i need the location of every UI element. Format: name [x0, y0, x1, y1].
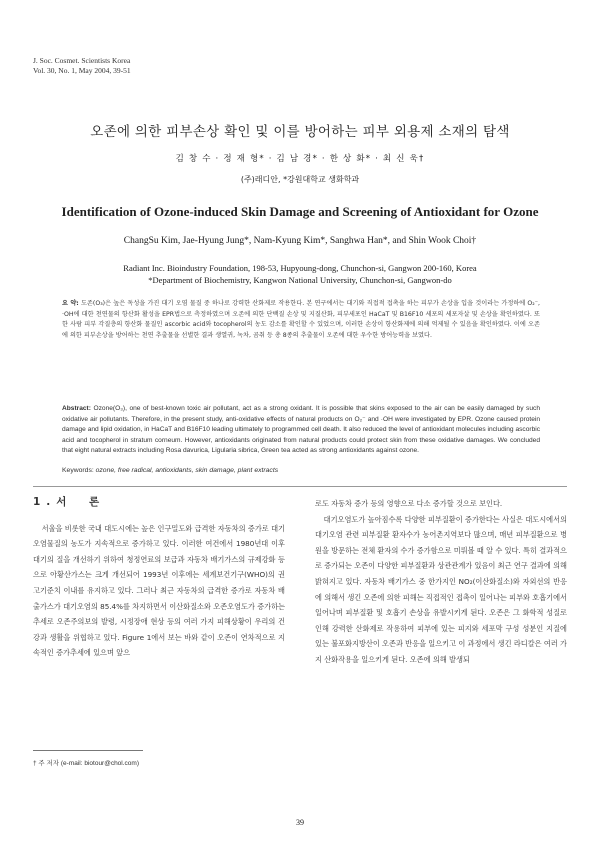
abstract-english-text: Ozone(O₃), one of best-known toxic air pollutant, act as a strong oxidant. It is possible that skins exposed to the air can be easily damaged by such oxidative air pollutants. Therefore, in the present study, anti-oxidative effects of natural products on O₂⁻ and ·OH were investigated by EPR. Ozone caused protein damage and lipid oxidation, in HaCaT and B16F10 leading ultimately to programmed cell death. It also reduced the level of antioxidant molecules including ascorbic acid and tocopherol in stratum corneum. However, antioxidants originated from natural products could protect skin from these oxidative damages. We concluded that eight natural extracts including Rosa davurica, Ligularia sibrica, Green tea acted as strong antioxidants against ozone. [62, 405, 540, 455]
abstract-korean-text: 도존(O₃)은 높은 독성을 가진 대기 오염 물질 중 하나로 강력한 산화제로 작용한다. 본 연구에서는 대기와 직접적 접촉을 하는 피부가 손상을 입을 것이라는 가정하에 O₂⁻, ·OH에 대한 천연물의 항산화 활성을 EPR법으로 측정하였으며 오존에 의한 단백질 손상 및 지질산화, 피부세포인 HaCaT 및 B16F10 세포의 세포자살 및 손상을 확인하였다. 또한 사람 피부 각질층의 항산화 물질인 ascorbic acid와 tocopherol의 농도 감소를 확인할 수 있었으며, 이러한 손상이 항산화제에 의해 억제될 수 있음을 확인하였다. 이에 오존에 의한 피부손상을 방어하는 천연 추출물을 선별한 결과 생열귀, 녹차, 곰취 등 총 8종의 추출물이 오존에 대한 우수한 방어능력을 보였다. [62, 300, 540, 339]
body-column-left [33, 495, 285, 661]
journal-volume: Vol. 30, No. 1, May 2004, 39-51 [33, 66, 131, 75]
authors-korean: 김 창 수 · 정 재 형* · 김 남 경* · 한 상 화* · 최 신 욱† [175, 154, 425, 164]
abstract-korean-label: 요 약: [62, 300, 79, 307]
abstract-english [62, 404, 540, 457]
body-column-right [315, 496, 567, 668]
footnote-divider [33, 750, 143, 751]
abstract-korean [62, 299, 540, 341]
keywords [62, 467, 540, 474]
journal-name: J. Soc. Cosmet. Scientists Korea [33, 56, 131, 65]
affiliation-english [0, 262, 600, 286]
section-divider [33, 486, 567, 487]
affiliation-line-1: Radiant Inc. Bioindustry Foundation, 198-53, Hupyoung-dong, Chunchon-si, Gangwon 200-160, Korea [123, 263, 477, 273]
section-heading-introduction: 1.서 론 [33, 496, 106, 508]
body-paragraph: 서울을 비롯한 국내 대도시에는 높은 인구밀도와 급격한 자동차의 증가로 대기 오염물질의 농도가 지속적으로 증가하고 있다. 이러한 여건에서 1980년대 이후 대기의 질을 개선하기 위하여 청정연료의 보급과 자동차 배기가스의 규제강화 등으로 아황산가스는 크게 개선되어 1993년 이후에는 세계보건기구(WHO)의 권고기준치 이내를 유지하고 있다. 그러나 최근 자동차의 급격한 증가로 자동차 배출가스가 대기오염의 85.4%를 차지하면서 이산화질소와 오존오염도가 증가하는 추세로 오존주의보의 발령, 시정장애 현상 등의 여러 가지 피해상황이 우리의 건강과 생활을 위협하고 있다. Figure 1에서 보는 바와 같이 오존이 연차적으로 지속적인 증가추세에 있으며 앞으 [33, 523, 285, 658]
title-english: Identification of Ozone-induced Skin Damage and Screening of Antioxidant for Ozone [61, 204, 539, 219]
keywords-text: ozone, free radical, antioxidants, skin damage, plant extracts [95, 467, 279, 474]
footnote-corresponding-author: † 주 저자 (e-mail: biotour@chol.com) [33, 760, 139, 767]
journal-citation [33, 56, 131, 76]
title-korean: 오존에 의한 피부손상 확인 및 이를 방어하는 피부 외용제 소재의 탐색 [90, 124, 510, 140]
affiliation-line-2: *Department of Biochemistry, Kangwon National University, Chunchon-si, Gangwon-do [148, 275, 452, 285]
body-paragraph: 로도 자동차 증가 등의 영향으로 다소 증가할 것으로 보인다. [315, 499, 503, 508]
authors-english: ChangSu Kim, Jae-Hyung Jung*, Nam-Kyung Kim*, Sanghwa Han*, and Shin Wook Choi† [123, 236, 477, 246]
keywords-label: Keywords: [62, 467, 94, 474]
body-paragraph: 대기오염도가 높아짐수록 다양한 피부질환이 증가한다는 사실은 대도시에서의 대기오염 관련 피부질환 환자수가 농어촌지역보다 많으며, 매년 피부질환으로 병원을 방문하는 전체 환자의 수가 증가함으로 미뤄볼 때 알 수 있다. 특히 결과적으로 증가되는 오존이 다양한 피부질환과 상관관계가 있음이 최근 연구 결과에 의해 밝혀지고 있다. 자동차 배기가스 중 한가지인 NO₂(이산화질소)와 자외선의 반응에 의해서 생긴 오존에 의한 피해는 직접적인 접촉이 일어나는 피부와 호흡기에서 일어나며 피부질환 및 호흡기 손상을 유발시키게 된다. 오존은 그 화학적 성질로 인해 강력한 산화제로 작용하여 피부에 있는 피지와 세포막 구성 성분인 지질에 있는 불포화지방산이 오존과 반응을 일으키고 이 과정에서 생긴 라디칼은 여러 가지 산화작용을 일으키게 된다. 오존에 의해 발생되 [315, 514, 567, 664]
abstract-english-label: Abstract: [62, 405, 91, 412]
affiliation-korean: (주)래디안, *강원대학교 생화학과 [240, 175, 360, 184]
page-number: 39 [296, 818, 304, 827]
